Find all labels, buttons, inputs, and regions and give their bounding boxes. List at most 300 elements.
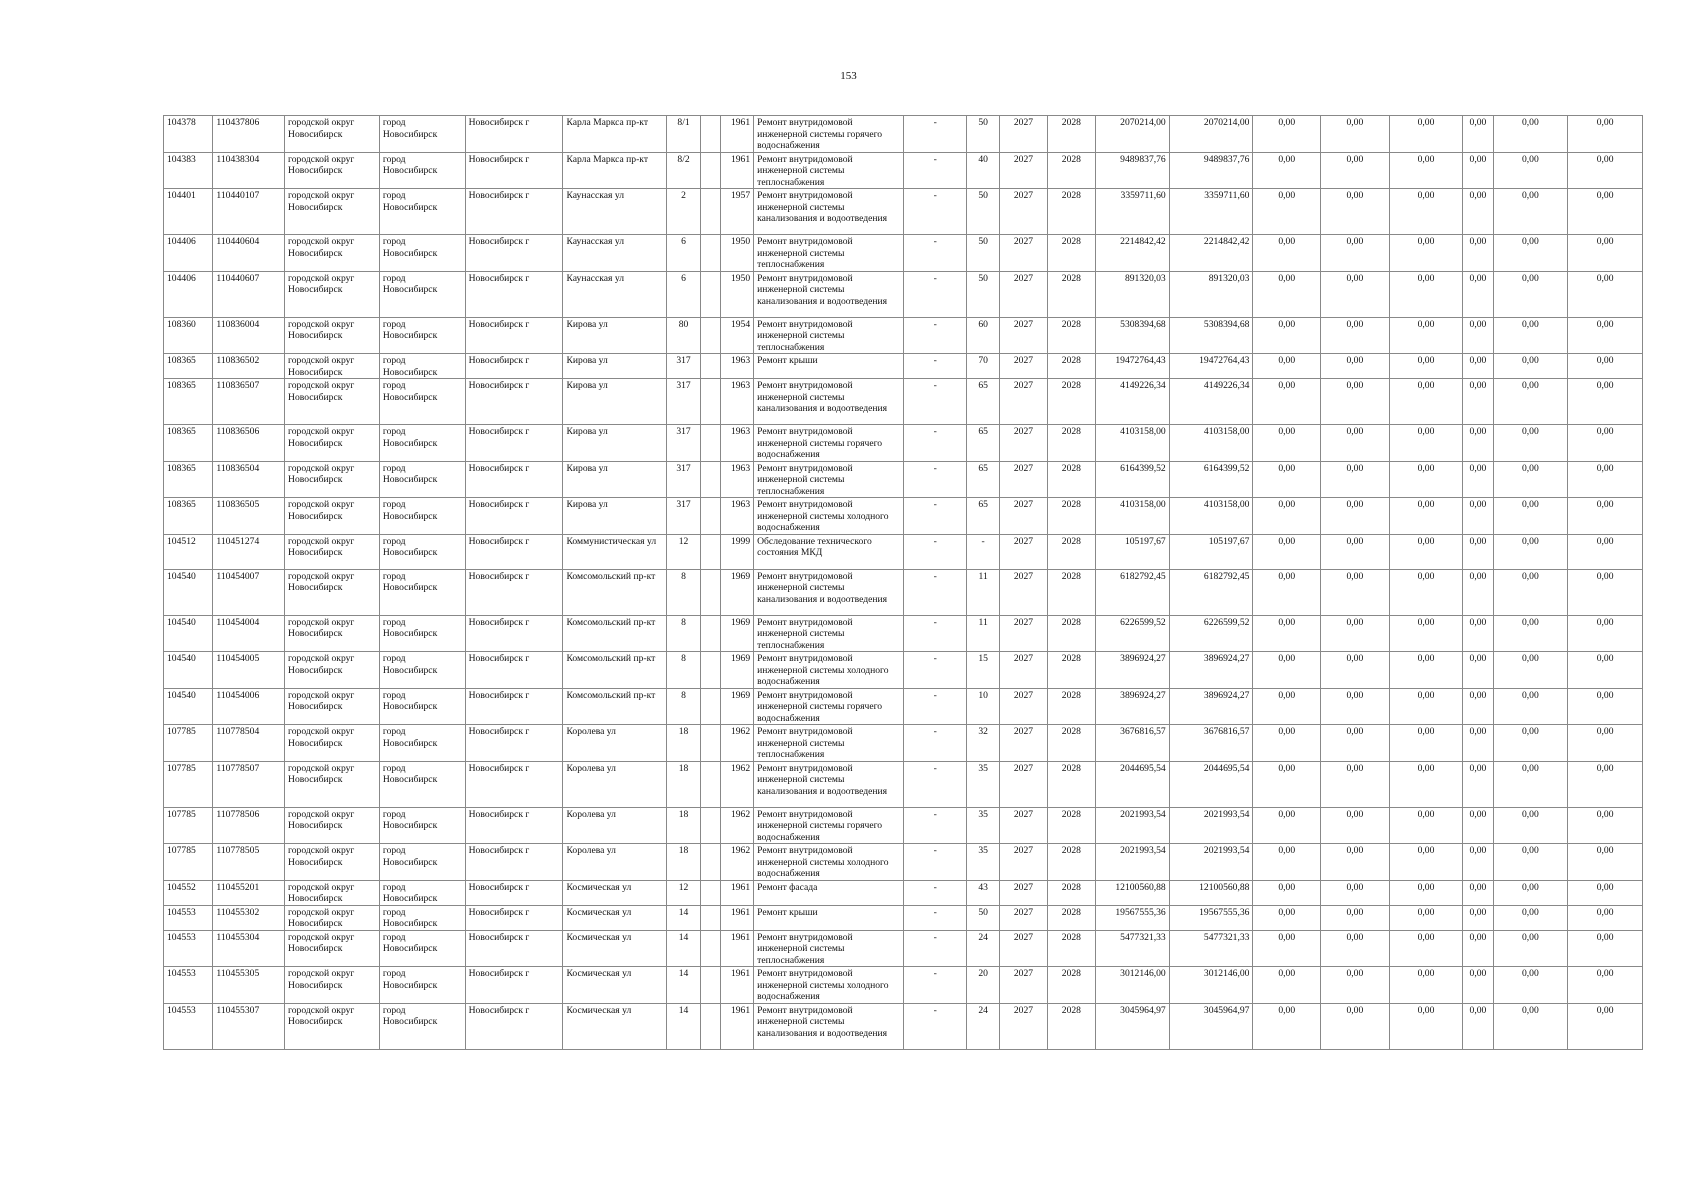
cell-v3: 0,00 (1389, 880, 1463, 905)
cell-start: 2027 (1000, 425, 1047, 462)
cell-v6: 0,00 (1568, 189, 1643, 235)
cell-district: городской округ Новосибирск (285, 930, 380, 967)
cell-v4: 0,00 (1463, 569, 1493, 615)
cell-v3: 0,00 (1389, 317, 1463, 354)
page-number: 153 (840, 70, 857, 82)
cell-house: 14 (667, 1003, 700, 1049)
cell-v4: 0,00 (1463, 498, 1493, 535)
cell-district: городской округ Новосибирск (285, 317, 380, 354)
cell-end: 2028 (1047, 271, 1095, 317)
cell-end: 2028 (1047, 534, 1095, 569)
cell-end: 2028 (1047, 688, 1095, 725)
cell-house: 12 (667, 880, 700, 905)
cell-v4: 0,00 (1463, 1003, 1493, 1049)
capital-repair-table (163, 115, 1643, 1050)
cell-v4: 0,00 (1463, 688, 1493, 725)
cell-v6: 0,00 (1568, 652, 1643, 689)
table-row (164, 1003, 1643, 1049)
cell-end: 2028 (1047, 116, 1095, 153)
cell-v1: 0,00 (1253, 761, 1321, 807)
cell-id: 104378 (164, 116, 213, 153)
cell-v2: 0,00 (1321, 534, 1390, 569)
cell-fund: 6182792,45 (1169, 569, 1253, 615)
cell-house: 14 (667, 930, 700, 967)
cell-v5: 0,00 (1493, 652, 1568, 689)
cell-street: Королева ул (563, 807, 667, 844)
cell-start: 2027 (1000, 354, 1047, 379)
cell-v5: 0,00 (1493, 534, 1568, 569)
cell-v6: 0,00 (1568, 967, 1643, 1004)
cell-fund: 6226599,52 (1169, 615, 1253, 652)
cell-v1: 0,00 (1253, 379, 1321, 425)
cell-v1: 0,00 (1253, 967, 1321, 1004)
cell-percent: 50 (966, 271, 999, 317)
cell-district: городской округ Новосибирск (285, 905, 380, 930)
cell-total: 3359711,60 (1096, 189, 1170, 235)
cell-work: Ремонт внутридомовой инженерной системы теплоснабжения (754, 235, 904, 272)
cell-street: Космическая ул (563, 967, 667, 1004)
cell-district: городской округ Новосибирск (285, 615, 380, 652)
cell-v6: 0,00 (1568, 725, 1643, 762)
cell-fund: 2070214,00 (1169, 116, 1253, 153)
cell-unit: - (904, 189, 967, 235)
cell-total: 5477321,33 (1096, 930, 1170, 967)
cell-total: 2021993,54 (1096, 844, 1170, 881)
cell-v4: 0,00 (1463, 534, 1493, 569)
cell-year: 1969 (720, 652, 753, 689)
cell-end: 2028 (1047, 807, 1095, 844)
cell-v3: 0,00 (1389, 189, 1463, 235)
cell-building (700, 498, 720, 535)
table-row (164, 844, 1643, 881)
table-row (164, 461, 1643, 498)
cell-code: 110778507 (213, 761, 285, 807)
cell-v3: 0,00 (1389, 271, 1463, 317)
cell-v5: 0,00 (1493, 807, 1568, 844)
cell-v2: 0,00 (1321, 379, 1390, 425)
cell-city: Новосибирск г (465, 379, 563, 425)
cell-year: 1963 (720, 425, 753, 462)
table-row (164, 235, 1643, 272)
cell-v4: 0,00 (1463, 189, 1493, 235)
cell-code: 110836504 (213, 461, 285, 498)
cell-city: Новосибирск г (465, 534, 563, 569)
cell-street: Комсомольский пр-кт (563, 652, 667, 689)
cell-district: городской округ Новосибирск (285, 152, 380, 189)
cell-start: 2027 (1000, 930, 1047, 967)
cell-v6: 0,00 (1568, 761, 1643, 807)
cell-house: 317 (667, 425, 700, 462)
cell-v4: 0,00 (1463, 354, 1493, 379)
cell-locality: город Новосибирск (379, 725, 465, 762)
cell-locality: город Новосибирск (379, 761, 465, 807)
cell-code: 110455302 (213, 905, 285, 930)
cell-code: 110836507 (213, 379, 285, 425)
cell-start: 2027 (1000, 807, 1047, 844)
cell-house: 8 (667, 688, 700, 725)
cell-v3: 0,00 (1389, 425, 1463, 462)
table-row (164, 688, 1643, 725)
table-row (164, 761, 1643, 807)
cell-v1: 0,00 (1253, 615, 1321, 652)
cell-v1: 0,00 (1253, 354, 1321, 379)
table-row (164, 152, 1643, 189)
cell-v4: 0,00 (1463, 615, 1493, 652)
cell-end: 2028 (1047, 235, 1095, 272)
table-row (164, 652, 1643, 689)
cell-year: 1957 (720, 189, 753, 235)
table-row (164, 880, 1643, 905)
cell-building (700, 807, 720, 844)
cell-v1: 0,00 (1253, 725, 1321, 762)
cell-locality: город Новосибирск (379, 1003, 465, 1049)
cell-start: 2027 (1000, 761, 1047, 807)
cell-v4: 0,00 (1463, 930, 1493, 967)
cell-v2: 0,00 (1321, 189, 1390, 235)
cell-v2: 0,00 (1321, 235, 1390, 272)
cell-fund: 9489837,76 (1169, 152, 1253, 189)
cell-fund: 3896924,27 (1169, 652, 1253, 689)
cell-street: Каунасская ул (563, 189, 667, 235)
cell-code: 110455304 (213, 930, 285, 967)
cell-percent: 11 (966, 615, 999, 652)
cell-year: 1961 (720, 880, 753, 905)
cell-start: 2027 (1000, 880, 1047, 905)
table-row (164, 116, 1643, 153)
cell-fund: 891320,03 (1169, 271, 1253, 317)
cell-locality: город Новосибирск (379, 461, 465, 498)
cell-house: 18 (667, 807, 700, 844)
cell-district: городской округ Новосибирск (285, 725, 380, 762)
cell-v6: 0,00 (1568, 930, 1643, 967)
cell-fund: 19567555,36 (1169, 905, 1253, 930)
cell-v6: 0,00 (1568, 379, 1643, 425)
cell-code: 110440107 (213, 189, 285, 235)
cell-total: 2214842,42 (1096, 235, 1170, 272)
cell-district: городской округ Новосибирск (285, 461, 380, 498)
cell-work: Ремонт внутридомовой инженерной системы холодного водоснабжения (754, 652, 904, 689)
cell-house: 6 (667, 271, 700, 317)
cell-year: 1962 (720, 844, 753, 881)
cell-id: 104553 (164, 967, 213, 1004)
table-row (164, 379, 1643, 425)
cell-year: 1962 (720, 761, 753, 807)
cell-end: 2028 (1047, 930, 1095, 967)
cell-percent: 10 (966, 688, 999, 725)
cell-code: 110454007 (213, 569, 285, 615)
cell-v4: 0,00 (1463, 116, 1493, 153)
cell-building (700, 615, 720, 652)
table-row (164, 317, 1643, 354)
cell-code: 110455307 (213, 1003, 285, 1049)
cell-code: 110438304 (213, 152, 285, 189)
cell-district: городской округ Новосибирск (285, 652, 380, 689)
cell-building (700, 534, 720, 569)
cell-fund: 105197,67 (1169, 534, 1253, 569)
cell-work: Ремонт крыши (754, 354, 904, 379)
cell-v5: 0,00 (1493, 271, 1568, 317)
cell-year: 1950 (720, 235, 753, 272)
cell-work: Ремонт внутридомовой инженерной системы теплоснабжения (754, 461, 904, 498)
cell-v1: 0,00 (1253, 116, 1321, 153)
cell-total: 4103158,00 (1096, 425, 1170, 462)
cell-percent: 32 (966, 725, 999, 762)
cell-percent: 20 (966, 967, 999, 1004)
cell-v5: 0,00 (1493, 461, 1568, 498)
cell-id: 104540 (164, 615, 213, 652)
cell-street: Кирова ул (563, 425, 667, 462)
cell-v5: 0,00 (1493, 235, 1568, 272)
cell-work: Ремонт внутридомовой инженерной системы горячего водоснабжения (754, 116, 904, 153)
cell-v3: 0,00 (1389, 235, 1463, 272)
cell-code: 110778505 (213, 844, 285, 881)
cell-v3: 0,00 (1389, 844, 1463, 881)
cell-end: 2028 (1047, 1003, 1095, 1049)
cell-work: Ремонт внутридомовой инженерной системы канализования и водоотведения (754, 569, 904, 615)
cell-locality: город Новосибирск (379, 425, 465, 462)
cell-percent: 11 (966, 569, 999, 615)
cell-unit: - (904, 688, 967, 725)
cell-unit: - (904, 461, 967, 498)
cell-percent: 65 (966, 379, 999, 425)
cell-v2: 0,00 (1321, 116, 1390, 153)
cell-v1: 0,00 (1253, 189, 1321, 235)
cell-district: городской округ Новосибирск (285, 761, 380, 807)
table-row (164, 569, 1643, 615)
cell-city: Новосибирск г (465, 844, 563, 881)
cell-v3: 0,00 (1389, 652, 1463, 689)
table-row (164, 930, 1643, 967)
cell-v4: 0,00 (1463, 461, 1493, 498)
cell-percent: 50 (966, 235, 999, 272)
cell-year: 1950 (720, 271, 753, 317)
cell-v5: 0,00 (1493, 116, 1568, 153)
cell-city: Новосибирск г (465, 317, 563, 354)
cell-v3: 0,00 (1389, 116, 1463, 153)
cell-locality: город Новосибирск (379, 688, 465, 725)
cell-id: 104553 (164, 1003, 213, 1049)
cell-start: 2027 (1000, 615, 1047, 652)
cell-end: 2028 (1047, 354, 1095, 379)
cell-fund: 4103158,00 (1169, 498, 1253, 535)
cell-city: Новосибирск г (465, 725, 563, 762)
cell-v5: 0,00 (1493, 967, 1568, 1004)
cell-unit: - (904, 807, 967, 844)
cell-code: 110454006 (213, 688, 285, 725)
cell-start: 2027 (1000, 688, 1047, 725)
cell-total: 6226599,52 (1096, 615, 1170, 652)
cell-v2: 0,00 (1321, 425, 1390, 462)
cell-unit: - (904, 615, 967, 652)
cell-v1: 0,00 (1253, 534, 1321, 569)
cell-house: 14 (667, 967, 700, 1004)
cell-end: 2028 (1047, 967, 1095, 1004)
cell-v6: 0,00 (1568, 1003, 1643, 1049)
cell-end: 2028 (1047, 498, 1095, 535)
cell-building (700, 425, 720, 462)
cell-work: Ремонт внутридомовой инженерной системы канализования и водоотведения (754, 271, 904, 317)
cell-v4: 0,00 (1463, 725, 1493, 762)
cell-percent: 35 (966, 761, 999, 807)
cell-total: 4149226,34 (1096, 379, 1170, 425)
cell-v4: 0,00 (1463, 844, 1493, 881)
cell-percent: 40 (966, 152, 999, 189)
cell-code: 110437806 (213, 116, 285, 153)
cell-unit: - (904, 905, 967, 930)
cell-v1: 0,00 (1253, 844, 1321, 881)
cell-street: Кирова ул (563, 379, 667, 425)
cell-v6: 0,00 (1568, 844, 1643, 881)
table-row (164, 967, 1643, 1004)
cell-total: 2070214,00 (1096, 116, 1170, 153)
cell-building (700, 652, 720, 689)
cell-percent: 43 (966, 880, 999, 905)
cell-v6: 0,00 (1568, 354, 1643, 379)
cell-district: городской округ Новосибирск (285, 354, 380, 379)
cell-city: Новосибирск г (465, 116, 563, 153)
cell-end: 2028 (1047, 652, 1095, 689)
cell-unit: - (904, 425, 967, 462)
cell-v4: 0,00 (1463, 807, 1493, 844)
cell-code: 110836502 (213, 354, 285, 379)
cell-locality: город Новосибирск (379, 615, 465, 652)
cell-v1: 0,00 (1253, 317, 1321, 354)
cell-building (700, 152, 720, 189)
cell-start: 2027 (1000, 652, 1047, 689)
cell-district: городской округ Новосибирск (285, 534, 380, 569)
cell-street: Кирова ул (563, 354, 667, 379)
cell-building (700, 461, 720, 498)
cell-building (700, 1003, 720, 1049)
cell-work: Ремонт внутридомовой инженерной системы теплоснабжения (754, 152, 904, 189)
table-row (164, 534, 1643, 569)
cell-v2: 0,00 (1321, 967, 1390, 1004)
cell-house: 80 (667, 317, 700, 354)
cell-id: 107785 (164, 761, 213, 807)
cell-year: 1969 (720, 615, 753, 652)
cell-locality: город Новосибирск (379, 116, 465, 153)
cell-v4: 0,00 (1463, 235, 1493, 272)
cell-district: городской округ Новосибирск (285, 271, 380, 317)
cell-v1: 0,00 (1253, 152, 1321, 189)
cell-district: городской округ Новосибирск (285, 379, 380, 425)
table-row (164, 189, 1643, 235)
cell-v5: 0,00 (1493, 905, 1568, 930)
cell-v1: 0,00 (1253, 930, 1321, 967)
cell-house: 18 (667, 844, 700, 881)
cell-v2: 0,00 (1321, 807, 1390, 844)
cell-start: 2027 (1000, 235, 1047, 272)
cell-city: Новосибирск г (465, 271, 563, 317)
cell-house: 18 (667, 725, 700, 762)
cell-v2: 0,00 (1321, 271, 1390, 317)
cell-street: Космическая ул (563, 880, 667, 905)
cell-v6: 0,00 (1568, 152, 1643, 189)
cell-year: 1963 (720, 461, 753, 498)
cell-street: Каунасская ул (563, 271, 667, 317)
cell-id: 104553 (164, 905, 213, 930)
cell-id: 104406 (164, 271, 213, 317)
cell-end: 2028 (1047, 189, 1095, 235)
cell-unit: - (904, 116, 967, 153)
cell-v5: 0,00 (1493, 317, 1568, 354)
cell-v5: 0,00 (1493, 425, 1568, 462)
cell-unit: - (904, 930, 967, 967)
cell-id: 108365 (164, 354, 213, 379)
cell-v3: 0,00 (1389, 152, 1463, 189)
cell-year: 1961 (720, 930, 753, 967)
cell-unit: - (904, 725, 967, 762)
cell-unit: - (904, 498, 967, 535)
cell-code: 110455305 (213, 967, 285, 1004)
cell-total: 12100560,88 (1096, 880, 1170, 905)
cell-street: Коммунистическая ул (563, 534, 667, 569)
cell-total: 5308394,68 (1096, 317, 1170, 354)
cell-work: Ремонт внутридомовой инженерной системы канализования и водоотведения (754, 761, 904, 807)
cell-v5: 0,00 (1493, 152, 1568, 189)
cell-year: 1969 (720, 569, 753, 615)
cell-v6: 0,00 (1568, 317, 1643, 354)
cell-city: Новосибирск г (465, 880, 563, 905)
cell-v4: 0,00 (1463, 967, 1493, 1004)
cell-v2: 0,00 (1321, 688, 1390, 725)
cell-building (700, 688, 720, 725)
cell-house: 8 (667, 569, 700, 615)
cell-fund: 3896924,27 (1169, 688, 1253, 725)
cell-unit: - (904, 235, 967, 272)
cell-v6: 0,00 (1568, 461, 1643, 498)
cell-code: 110836004 (213, 317, 285, 354)
cell-street: Комсомольский пр-кт (563, 569, 667, 615)
cell-v4: 0,00 (1463, 152, 1493, 189)
cell-building (700, 379, 720, 425)
cell-building (700, 116, 720, 153)
cell-work: Ремонт внутридомовой инженерной системы холодного водоснабжения (754, 844, 904, 881)
cell-locality: город Новосибирск (379, 905, 465, 930)
cell-v4: 0,00 (1463, 880, 1493, 905)
cell-work: Ремонт внутридомовой инженерной системы канализования и водоотведения (754, 1003, 904, 1049)
cell-total: 2044695,54 (1096, 761, 1170, 807)
cell-v3: 0,00 (1389, 354, 1463, 379)
cell-unit: - (904, 379, 967, 425)
cell-v3: 0,00 (1389, 967, 1463, 1004)
cell-percent: 65 (966, 461, 999, 498)
cell-building (700, 725, 720, 762)
cell-unit: - (904, 152, 967, 189)
cell-v1: 0,00 (1253, 235, 1321, 272)
cell-start: 2027 (1000, 498, 1047, 535)
table-row (164, 425, 1643, 462)
cell-house: 317 (667, 354, 700, 379)
cell-code: 110778504 (213, 725, 285, 762)
table-row (164, 354, 1643, 379)
cell-v3: 0,00 (1389, 379, 1463, 425)
cell-unit: - (904, 569, 967, 615)
cell-id: 104540 (164, 569, 213, 615)
cell-v1: 0,00 (1253, 498, 1321, 535)
cell-street: Космическая ул (563, 1003, 667, 1049)
cell-work: Ремонт внутридомовой инженерной системы горячего водоснабжения (754, 425, 904, 462)
cell-v2: 0,00 (1321, 930, 1390, 967)
cell-work: Ремонт внутридомовой инженерной системы холодного водоснабжения (754, 967, 904, 1004)
cell-start: 2027 (1000, 725, 1047, 762)
cell-locality: город Новосибирск (379, 152, 465, 189)
cell-city: Новосибирск г (465, 425, 563, 462)
cell-district: городской округ Новосибирск (285, 880, 380, 905)
cell-total: 3045964,97 (1096, 1003, 1170, 1049)
cell-street: Карла Маркса пр-кт (563, 116, 667, 153)
cell-v3: 0,00 (1389, 461, 1463, 498)
